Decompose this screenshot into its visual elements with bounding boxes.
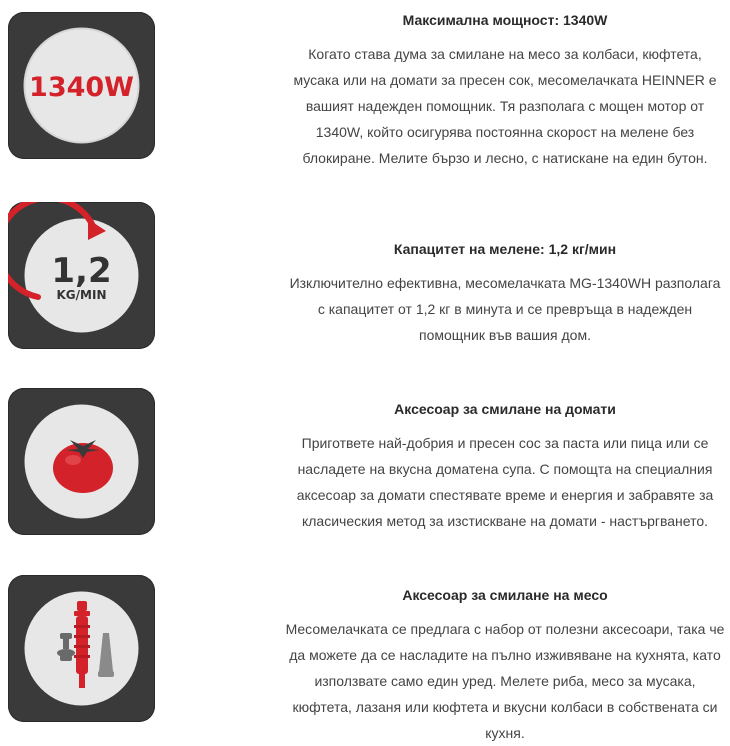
capacity-unit: KG/MIN (56, 288, 107, 302)
feature-title: Аксесоар за смилане на месо (402, 587, 608, 603)
power-icon-label: 1340W (29, 72, 134, 103)
feature-title: Капацитет на мелене: 1,2 кг/мин (393, 241, 617, 257)
power-1340w-icon (8, 12, 155, 159)
feature-title: Аксесоар за смилане на домати (394, 401, 616, 417)
capacity-gauge-icon (8, 202, 155, 349)
feature-description: Месомелачката се предлага с набор от полезни аксесоари, така че да можете да се насладите на пълно изживяване на кухнята, като използвате само един уред. Мелете риба, месо за мусака, кюфтета, лазаня или кюфтета и вкусни колбаси в собствената си кухня. (285, 621, 725, 741)
feature-description: Когато става дума за смилане на месо за колбаси, кюфтета, мусака или на домати за пресен сок, месомелачката HEINNER е вашият надежден помощник. Тя разполага с мощен мотор от 1340W, който осигурява постоянна скорост на мелене без блокиране. Мелите бързо и лесно, с натискане на един бутон. (293, 46, 717, 166)
feature-title: Максимална мощност: 1340W (402, 12, 608, 28)
tomato-icon (8, 388, 155, 535)
feature-description: Пригответе най-добрия и пресен сос за паста или пица или се насладете на вкусна доматена супа. С помощта на специалния аксесоар за домати спестявате време и енергия и забравяте за класическия метод за изстискване на домати - настъргването. (296, 435, 714, 529)
capacity-value: 1,2 (51, 251, 112, 291)
feature-description: Изключително ефективна, месомелачката MG-1340WH разполага с капацитет от 1,2 кг в минута и се превръща в надежден помощник във вашия дом. (289, 275, 721, 343)
meat-grinder-accessories-icon (8, 575, 155, 722)
